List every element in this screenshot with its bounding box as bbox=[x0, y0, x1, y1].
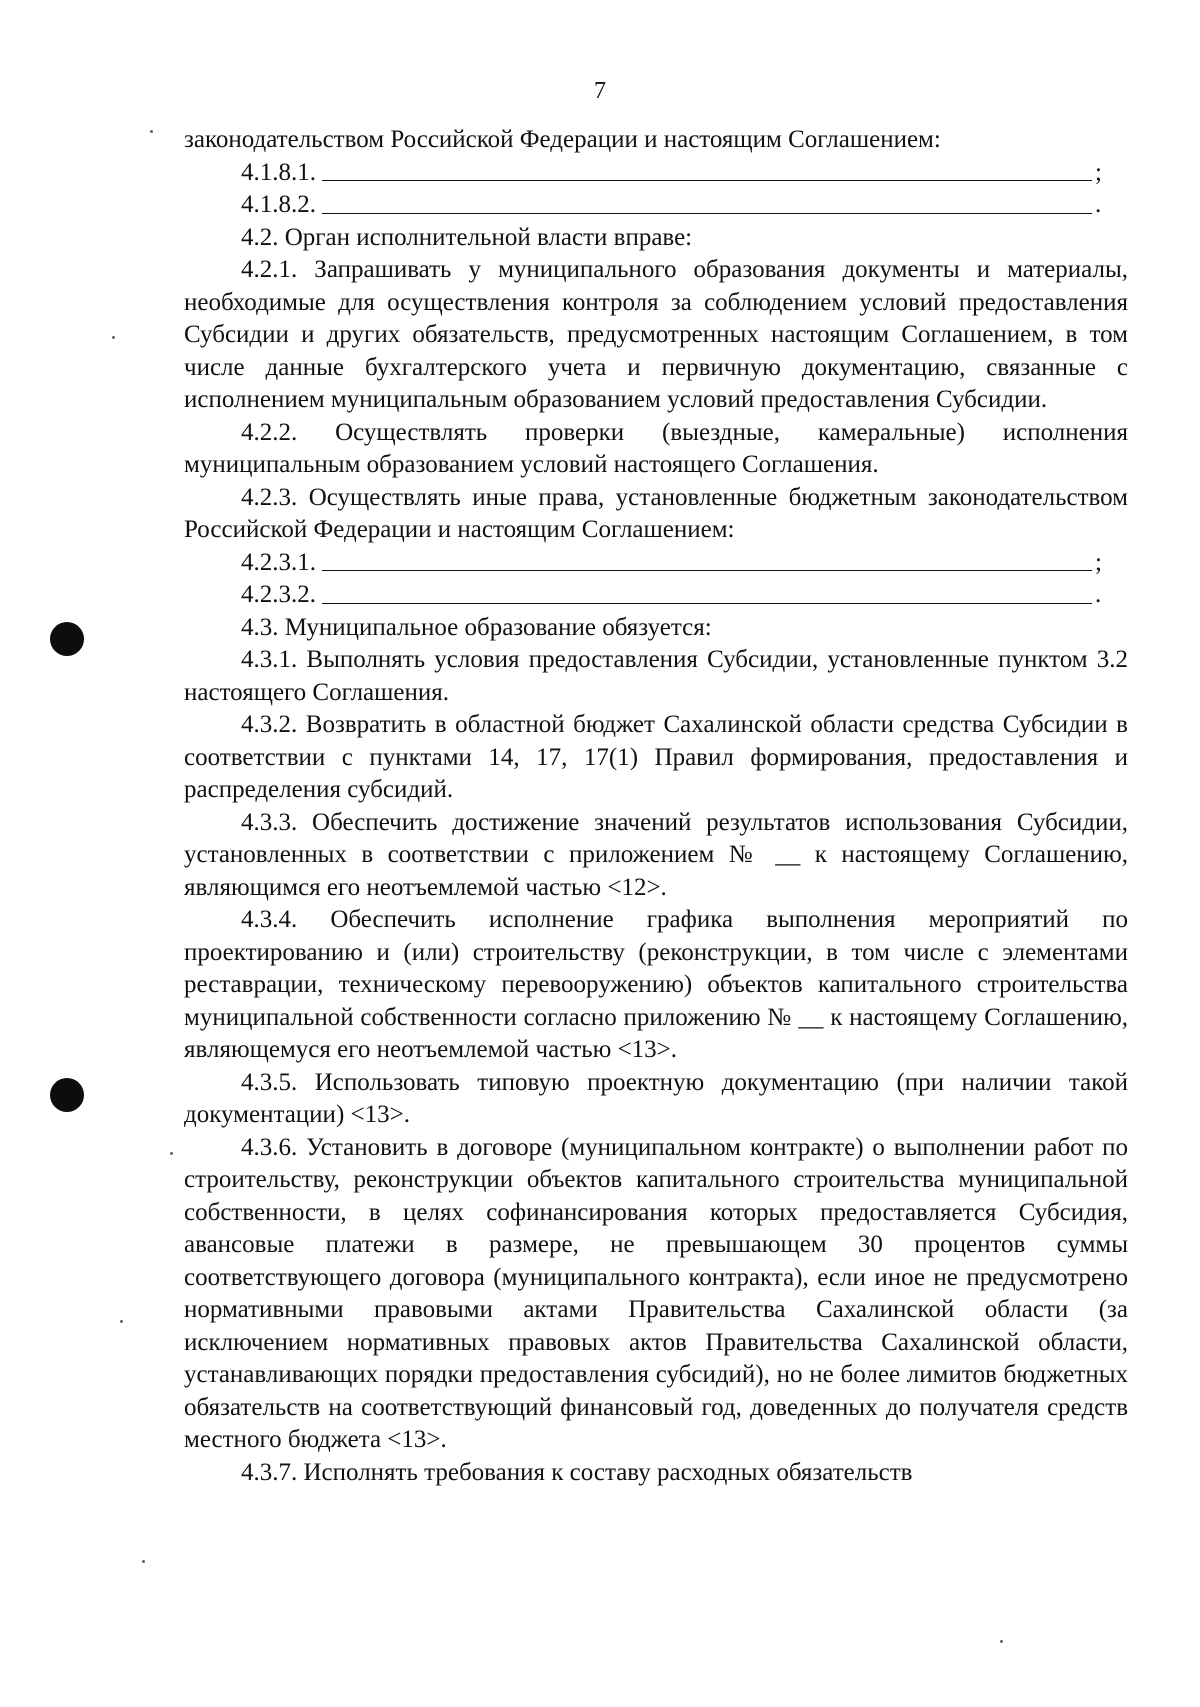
fill-in-underline bbox=[322, 212, 1092, 214]
clause-number: 4.1.8.1. bbox=[241, 158, 316, 186]
blank-field-4-2-3-2 bbox=[184, 579, 1128, 612]
scan-speck bbox=[150, 130, 153, 133]
paragraph-4-2: 4.2. Орган исполнительной власти вправе: bbox=[241, 223, 693, 251]
page-number: 7 bbox=[594, 78, 606, 104]
paragraph-4-3-2: 4.3.2. Возвратить в областной бюджет Сахалинской области средства Субсидии в соответствии с пунктами 14, 17, 17(1) Правил формирования, предоставления и распределения субсидий. bbox=[184, 711, 1128, 803]
paragraph-4-3-4: 4.3.4. Обеспечить исполнение графика выполнения мероприятий по проектированию и (или) строительству (реконструкции, в том числе с элементами реставрации, техническому перевооружению) объектов капитального строительства муниципальной собственности согласно приложению № __ к настоящему Соглашению, являющемуся его неотъемлемой частью <13>. bbox=[184, 906, 1128, 1063]
clause-number: 4.2.3.2. bbox=[241, 581, 316, 608]
blank-field-4-1-8-1 bbox=[184, 157, 1128, 190]
clause-number: 4.1.8.2. bbox=[241, 191, 316, 218]
fill-in-underline bbox=[322, 602, 1092, 604]
paragraph-4-3-3: 4.3.3. Обеспечить достижение значений результатов использования Субсидии, установленных в соответствии с приложением № __ к настоящему Соглашению, являющимся его неотъемлемой частью <12>. bbox=[184, 808, 1128, 901]
paragraph-4-3-6: 4.3.6. Установить в договоре (муниципальном контракте) о выполнении работ по строительству, реконструкции объектов капитального строительства муниципальной собственности, в целях софинансирования которых предоставляется Субсидия, авансовые платежи в размере, не превышающем 30 процентов суммы соответствующего договора (муниципального контракта), если иное не предусмотрено нормативными правовыми актами Правительства Сахалинской области (за исключением нормативных правовых актов Правительства Сахалинской области, устанавливающих порядки предоставления субсидий), но не более лимитов бюджетных обязательств на соответствующий финансовый год, доведенных до получателя средств местного бюджета <13>. bbox=[184, 1133, 1128, 1453]
paragraph-4-3: 4.3. Муниципальное образование обязуется: bbox=[241, 613, 712, 641]
paragraph-4-2-2: 4.2.2. Осуществлять проверки (выездные, камеральные) исполнения муниципальным образованием условий настоящего Соглашения. bbox=[184, 418, 1128, 478]
paragraph-4-3-1: 4.3.1. Выполнять условия предоставления Субсидии, установленные пунктом 3.2 настоящего Соглашения. bbox=[184, 646, 1128, 706]
scan-speck bbox=[170, 1152, 173, 1155]
scan-speck bbox=[142, 1560, 145, 1563]
scan-speck bbox=[1000, 1640, 1003, 1643]
punch-hole-mark bbox=[50, 622, 84, 656]
clause-end-punctuation: . bbox=[1095, 191, 1102, 218]
fill-in-underline bbox=[322, 569, 1092, 571]
paragraph-4-2-3: 4.2.3. Осуществлять иные права, установленные бюджетным законодательством Российской Федерации и настоящим Соглашением: bbox=[184, 483, 1128, 543]
scan-speck bbox=[120, 1320, 123, 1323]
blank-field-4-1-8-2 bbox=[184, 189, 1128, 222]
blank-field-4-2-3-1 bbox=[184, 547, 1128, 580]
paragraph-4-2-1: 4.2.1. Запрашивать у муниципального образования документы и материалы, необходимые для осуществления контроля за соблюдением условий предоставления Субсидии и других обязательств, предусмотренных настоящим Соглашением, в том числе данные бухгалтерского учета и первичную документацию, связанные с исполнением муниципальным образованием условий предоставления Субсидии. bbox=[184, 256, 1128, 413]
paragraph-4-3-7: 4.3.7. Исполнять требования к составу расходных обязательств bbox=[241, 1458, 913, 1486]
clause-end-punctuation: . bbox=[1095, 581, 1102, 608]
clause-number: 4.2.3.1. bbox=[241, 548, 316, 576]
document-body bbox=[184, 124, 1128, 1489]
scan-speck bbox=[112, 336, 115, 339]
paragraph-4-3-5: 4.3.5. Использовать типовую проектную документацию (при наличии такой документации) <13>. bbox=[184, 1068, 1128, 1128]
paragraph-4-1-8-intro-end: законодательством Российской Федерации и настоящим Соглашением: bbox=[184, 126, 941, 153]
punch-hole-mark bbox=[50, 1078, 84, 1112]
clause-end-punctuation: ; bbox=[1095, 548, 1102, 576]
clause-end-punctuation: ; bbox=[1095, 158, 1102, 186]
fill-in-underline bbox=[322, 179, 1092, 181]
